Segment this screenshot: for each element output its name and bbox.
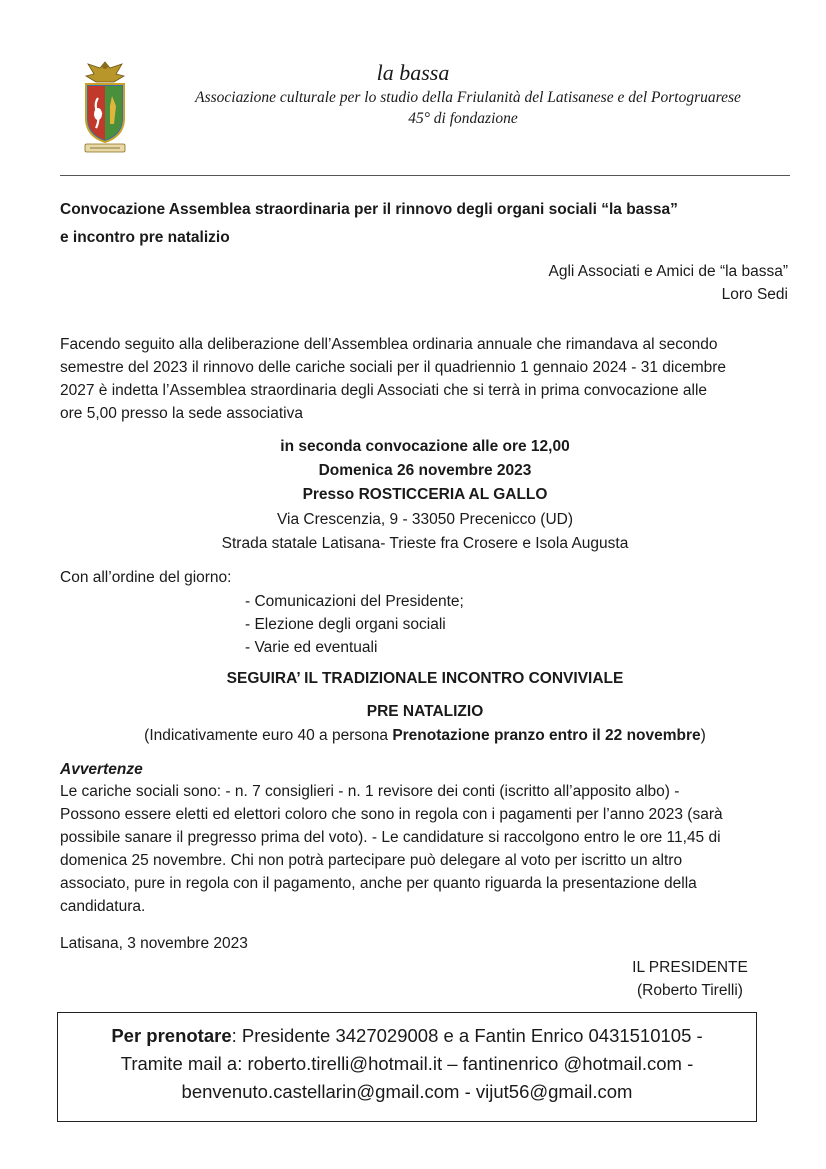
association-subtitle: Associazione culturale per lo studio della Friulanità del Latisanese e del Portogruarese bbox=[195, 89, 741, 106]
dinner-line-2: PRE NATALIZIO bbox=[366, 703, 484, 720]
second-call: in seconda convocazione alle ore 12,00 bbox=[280, 438, 570, 455]
contact-line-3: benvenuto.castellarin@gmail.com - vijut56@gmail.com bbox=[181, 1081, 633, 1102]
warning-line: domenica 25 novembre. Chi non potrà partecipare può delegare al voto per iscritto un altro bbox=[60, 852, 683, 869]
recipients bbox=[549, 260, 789, 306]
association-name: la bassa bbox=[376, 60, 450, 85]
booking-deadline: Prenotazione pranzo entro il 22 novembre bbox=[392, 727, 701, 744]
contact-label: Per prenotare bbox=[111, 1025, 232, 1046]
place-date: Latisana, 3 novembre 2023 bbox=[60, 935, 248, 952]
booking-contact-box bbox=[57, 1012, 757, 1122]
subject-line-2: e incontro pre natalizio bbox=[60, 229, 230, 246]
recipients-line-1: Agli Associati e Amici de “la bassa” bbox=[548, 263, 788, 280]
agenda-item: - Elezione degli organi sociali bbox=[245, 616, 446, 633]
meeting-venue: Presso ROSTICCERIA AL GALLO bbox=[302, 486, 548, 503]
meeting-date: Domenica 26 novembre 2023 bbox=[318, 462, 532, 479]
paragraph-line: ore 5,00 presso la sede associativa bbox=[60, 405, 303, 422]
dinner-line-1: SEGUIRA’ IL TRADIZIONALE INCONTRO CONVIVIALE bbox=[226, 670, 624, 687]
warnings-text bbox=[60, 780, 790, 918]
contact-phones: : Presidente 3427029008 e a Fantin Enrico 0431510105 - bbox=[231, 1025, 703, 1046]
agenda-list bbox=[245, 590, 464, 659]
warning-line: Le cariche sociali sono: - n. 7 consiglieri - n. 1 revisore dei conti (iscritto all’apposito albo) - bbox=[60, 783, 680, 800]
price-close: ) bbox=[700, 727, 706, 744]
dinner-price bbox=[60, 724, 790, 747]
signature bbox=[610, 956, 770, 1002]
anniversary: 45° di fondazione bbox=[408, 110, 518, 127]
paragraph-line: semestre del 2023 il rinnovo delle cariche sociali per il quadriennio 1 gennaio 2024 - 31 dicembre bbox=[60, 359, 727, 376]
meeting-road: Strada statale Latisana- Trieste fra Crosere e Isola Augusta bbox=[221, 535, 629, 552]
convocation-paragraph bbox=[60, 333, 790, 425]
header-divider bbox=[60, 175, 790, 176]
paragraph-line: Facendo seguito alla deliberazione dell’Assemblea ordinaria annuale che rimandava al secondo bbox=[60, 336, 718, 353]
paragraph-line: 2027 è indetta l’Assemblea straordinaria degli Associati che si terrà in prima convocazione alle bbox=[60, 382, 708, 399]
warning-line: associato, pure in regola con il pagamento, anche per quanto riguarda la presentazione della bbox=[60, 875, 697, 892]
recipients-line-2: Loro Sedi bbox=[721, 286, 788, 303]
signature-role: IL PRESIDENTE bbox=[632, 959, 748, 976]
warning-line: possibile sanare il pregresso prima del voto). - Le candidature si raccolgono entro le ore 11,45 di bbox=[60, 829, 721, 846]
agenda-item: - Varie ed eventuali bbox=[245, 639, 378, 656]
agenda-intro: Con all’ordine del giorno: bbox=[60, 569, 232, 586]
warning-line: candidatura. bbox=[60, 898, 146, 915]
warnings-title: Avvertenze bbox=[60, 761, 143, 778]
subject-line-1: Convocazione Assemblea straordinaria per il rinnovo degli organi sociali “la bassa” bbox=[60, 201, 678, 218]
contact-line-2: Tramite mail a: roberto.tirelli@hotmail.it – fantinenrico @hotmail.com - bbox=[120, 1053, 694, 1074]
contact-line-1 bbox=[58, 1022, 756, 1050]
agenda-item: - Comunicazioni del Presidente; bbox=[245, 593, 464, 610]
price-text: (Indicativamente euro 40 a persona bbox=[144, 727, 393, 744]
signature-name: (Roberto Tirelli) bbox=[637, 982, 743, 999]
warning-line: Possono essere eletti ed elettori coloro che sono in regola con i pagamenti per l’anno 2023 (sarà bbox=[60, 806, 723, 823]
meeting-address: Via Crescenzia, 9 - 33050 Precenicco (UD) bbox=[276, 511, 574, 528]
